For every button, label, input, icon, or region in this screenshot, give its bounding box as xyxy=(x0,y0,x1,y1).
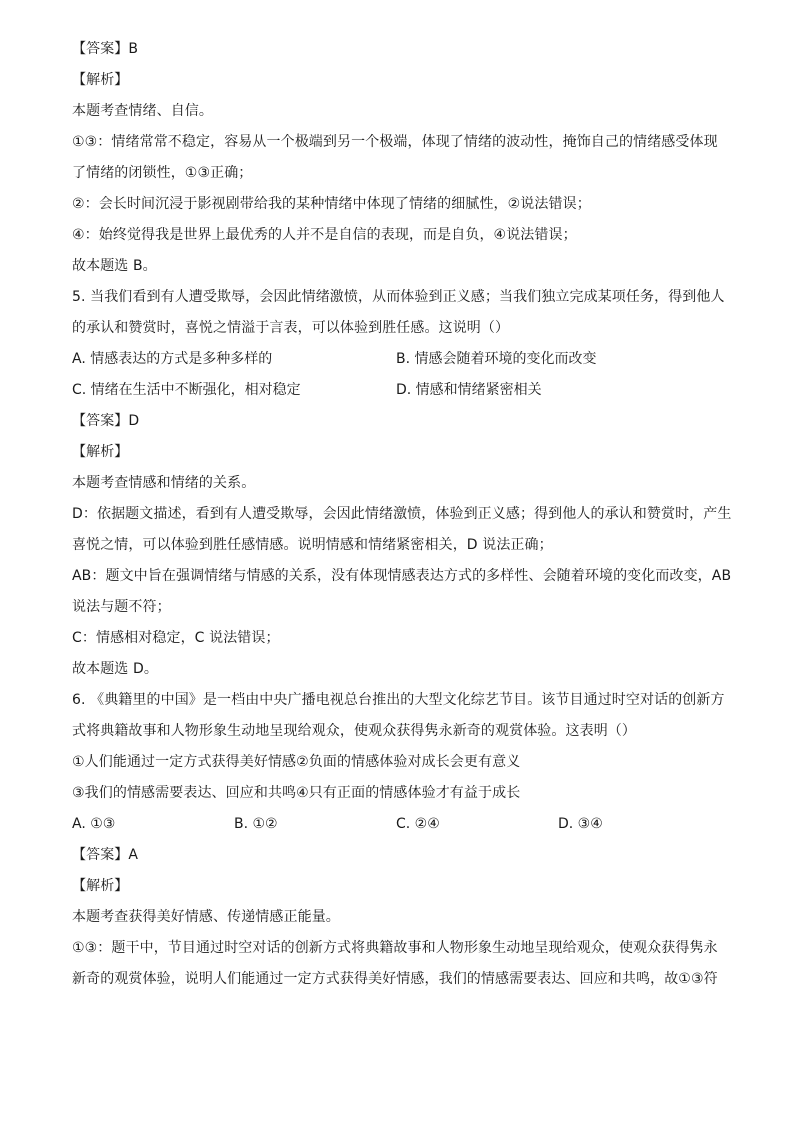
q5-conclusion: 故本题选 D。 xyxy=(72,661,158,677)
q6-option-a: A. ①③ xyxy=(72,816,116,832)
q6-statement-line: ③我们的情感需要表达、回应和共鸣④只有正面的情感体验才有益于成长 xyxy=(72,785,521,801)
q4-conclusion: 故本题选 B。 xyxy=(72,258,157,274)
q6-analysis-label: 【解析】 xyxy=(72,878,129,894)
q6-statement-line: ①人们能通过一定方式获得美好情感②负面的情感体验对成长会更有意义 xyxy=(72,754,521,770)
q5-answer: 【答案】D xyxy=(72,413,140,429)
q5-options-row xyxy=(72,344,722,375)
q6-topic: 本题考查获得美好情感、传递情感正能量。 xyxy=(72,909,340,925)
q5-option-a: A. 情感表达的方式是多种多样的 xyxy=(72,351,273,367)
q6-explain-line: 新奇的观赏体验，说明人们能通过一定方式获得美好情感，我们的情感需要表达、回应和共鸣，故①③符 xyxy=(72,971,718,987)
q5-explain-line: AB：题文中旨在强调情绪与情感的关系，没有体现情感表达方式的多样性、会随着环境的变化而改变，AB xyxy=(72,568,732,584)
q4-analysis-label: 【解析】 xyxy=(72,72,129,88)
q4-explain-line: 了情绪的闭锁性，①③正确； xyxy=(72,165,253,181)
q5-explain-line: D：依据题文描述，看到有人遭受欺辱，会因此情绪激愤，体验到正义感；得到他人的承认和赞赏时，产生 xyxy=(72,506,732,522)
q5-explain-line: 说法与题不符； xyxy=(72,599,171,615)
q5-topic: 本题考查情感和情绪的关系。 xyxy=(72,475,256,491)
q6-answer: 【答案】A xyxy=(72,847,139,863)
q5-option-c: C. 情绪在生活中不断强化，相对稳定 xyxy=(72,382,301,398)
q5-option-b: B. 情感会随着环境的变化而改变 xyxy=(396,351,597,367)
q6-options-row xyxy=(72,809,722,840)
q4-explain-line: ④：始终觉得我是世界上最优秀的人并不是自信的表现，而是自负，④说法错误； xyxy=(72,227,577,243)
q6-stem-line: 6. 《典籍里的中国》是一档由中央广播电视总台推出的大型文化综艺节目。该节目通过时空对话的创新方 xyxy=(72,692,725,708)
q6-explain-line: ①③：题干中，节目通过时空对话的创新方式将典籍故事和人物形象生动地呈现给观众，使观众获得隽永 xyxy=(72,940,718,956)
q6-option-c: C. ②④ xyxy=(396,816,440,832)
q6-option-b: B. ①② xyxy=(234,816,278,832)
q5-explain-line: 喜悦之情，可以体验到胜任感情感。说明情感和情绪紧密相关，D 说法正确； xyxy=(72,537,553,553)
q5-options-row xyxy=(72,375,722,406)
document-page xyxy=(72,34,732,995)
q4-explain-line: ②：会长时间沉浸于影视剧带给我的某种情绪中体现了情绪的细腻性，②说法错误； xyxy=(72,196,591,212)
q5-stem-line: 5. 当我们看到有人遭受欺辱，会因此情绪激愤，从而体验到正义感；当我们独立完成某项任务，得到他人 xyxy=(72,289,725,305)
q6-option-d: D. ③④ xyxy=(558,816,603,832)
q4-explain-line: ①③：情绪常常不稳定，容易从一个极端到另一个极端，体现了情绪的波动性，掩饰自己的情绪感受体现 xyxy=(72,134,718,150)
q5-analysis-label: 【解析】 xyxy=(72,444,129,460)
q4-answer: 【答案】B xyxy=(72,41,139,57)
q5-option-d: D. 情感和情绪紧密相关 xyxy=(396,382,542,398)
q6-stem-line: 式将典籍故事和人物形象生动地呈现给观众，使观众获得隽永新奇的观赏体验。这表明（） xyxy=(72,723,636,739)
q5-stem-line: 的承认和赞赏时，喜悦之情溢于言表，可以体验到胜任感。这说明（） xyxy=(72,320,510,336)
q4-topic: 本题考查情绪、自信。 xyxy=(72,103,213,119)
q5-explain-line: C：情感相对稳定，C 说法错误； xyxy=(72,630,280,646)
